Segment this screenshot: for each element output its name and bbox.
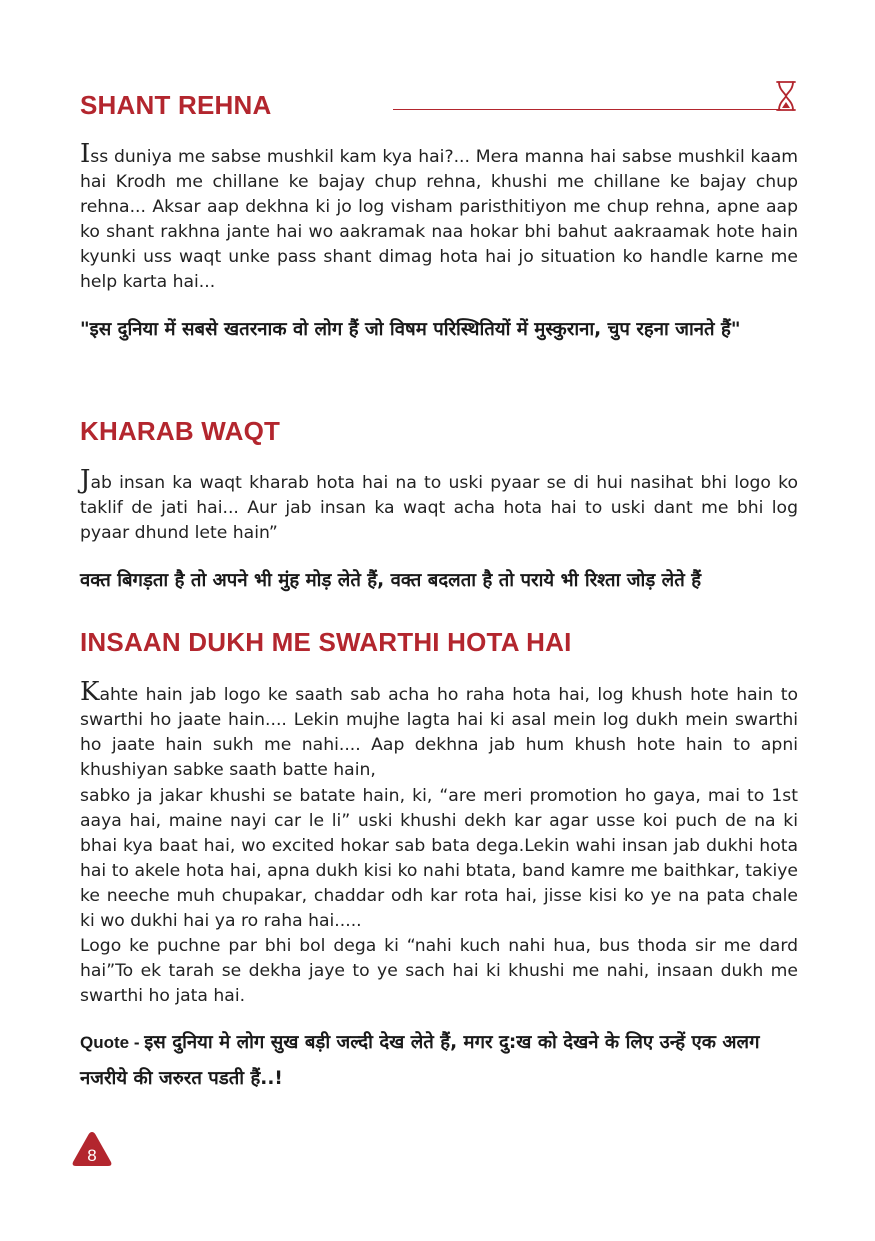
paragraph: Kahte hain jab logo ke saath sab acha ho raha hota hai, log khush hote hain to swarthi ho jaate hain.... Lekin mujhe lagta hai ki asal mein log dukh mein swarthi ho jaate hain sukh me nahi.... Aap dekhna jab hum khush hote hain to apni khushiyan sabke saath batte hain,: [80, 677, 798, 780]
section-title-kharab-waqt: KHARAB WAQT: [80, 416, 281, 446]
dropcap: K: [80, 677, 100, 707]
paragraph: sabko ja jakar khushi se batate hain, ki, “are meri promotion ho gaya, mai to 1st aaya hai, maine nayi car le li” uski khushi dekh kar agar usse koi puch de na ki bhai kya baat hai, wo excited hokar sab bata dega.Lekin wahi insan jab dukhi hota hai to akele hota hai, apna dukh kisi ko nahi btata, band kamre me baithkar, takiye ke neeche muh chupakar, chaddar odh kar rota hai, jisse kisi ko ye na pata chale ki wo dukhi hai ya ro raha hai.....: [80, 786, 798, 931]
quote-kharab-waqt: वक्त बिगड़ता है तो अपने भी मुंह मोड़ लेते हैं, वक्त बदलता है तो पराये भी रिश्ता जोड़ लेते हैं: [80, 570, 702, 591]
dropcap: J: [80, 465, 91, 495]
quote-insaan-dukh: Quote - इस दुनिया मे लोग सुख बड़ी जल्दी देख लेते हैं, मगर दु:ख को देखने के लिए उन्हें एक अलग नजरीये की जरुरत पडती हैं..!: [80, 1032, 760, 1089]
section-body-shant-rehna: Iss duniya me sabse mushkil kam kya hai?... Mera manna hai sabse mushkil kaam hai Krodh me chillane ke bajay chup rehna, khushi me chillane ke bajay chup rehna... Aksar aap dekhna ki jo log visham paristhitiyon me chup rehna, apne aap ko shant rakhna jante hai wo aakramak naa hokar bhi bahut aakraamak hote hain kyunki uss waqt unke pass shant dimag hota hai jo situation ko handle karne me help karta hai...: [80, 139, 798, 292]
quote-shant-rehna: "इस दुनिया में सबसे खतरनाक वो लोग हैं जो विषम परिस्थितियों में मुस्कुराना, चुप रहना जानते हैं": [80, 319, 741, 340]
paragraph: Logo ke puchne par bhi bol dega ki “nahi kuch nahi hua, bus thoda sir me dard hai”To ek tarah se dekha jaye to ye sach hai ki khushi me nahi, insaan dukh me swarthi ho jata hai.: [80, 936, 798, 1006]
header-rule: [393, 109, 781, 110]
quote-prefix: Quote -: [80, 1033, 145, 1052]
section-title-shant-rehna: SHANT REHNA: [80, 90, 272, 120]
dropcap: I: [80, 139, 91, 169]
page-number: 8: [87, 1146, 97, 1165]
hourglass-icon: [775, 80, 797, 112]
section-title-insaan-dukh: INSAAN DUKH ME SWARTHI HOTA HAI: [80, 627, 572, 657]
section-body-kharab-waqt: Jab insan ka waqt kharab hota hai na to uski pyaar se di hui nasihat bhi logo ko taklif de jati hai... Aur jab insan ka waqt acha hota hai to uski dant me bhi log pyaar dhund lete hain”: [80, 465, 798, 543]
page-number-badge: [70, 1129, 114, 1169]
